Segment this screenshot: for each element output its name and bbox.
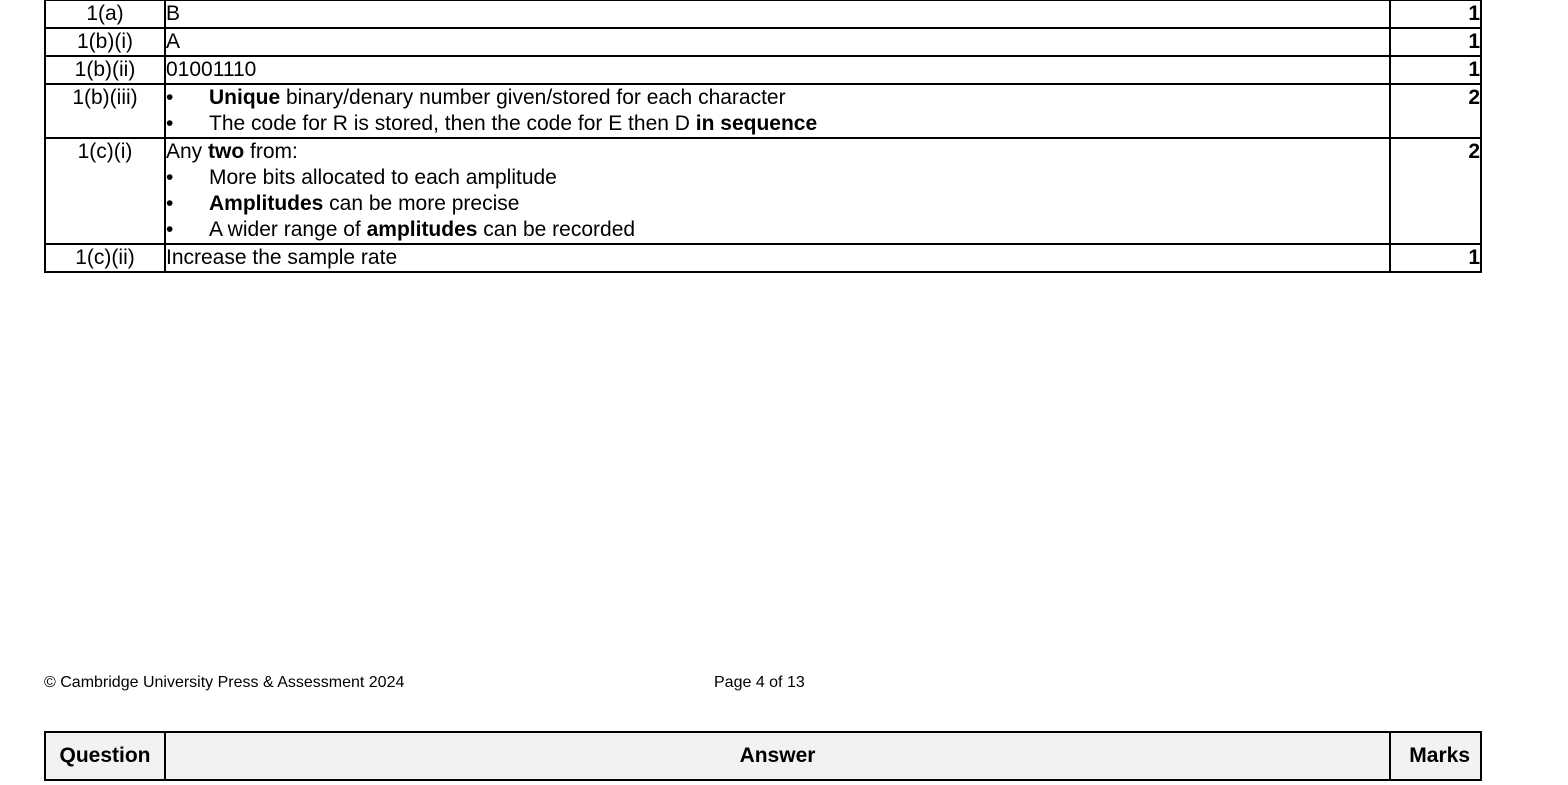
answer-cell — [165, 84, 1390, 138]
table-row — [45, 1, 1481, 29]
header-row — [45, 732, 1481, 780]
answer-cell — [165, 56, 1390, 84]
answer-text: A wider range of — [209, 218, 367, 241]
answer-text: A — [166, 30, 181, 53]
page-number: Page 4 of 13 — [714, 674, 805, 691]
answer-text: The code for R is stored, then the code for E then D — [209, 112, 696, 135]
question-column-header: Question — [45, 732, 165, 780]
table-row — [45, 56, 1481, 84]
answer-text: can be more precise — [323, 192, 520, 215]
answer-cell — [165, 138, 1390, 244]
answer-text: Any — [166, 140, 209, 163]
marks-column-header: Marks — [1390, 732, 1481, 780]
question-number: 1(a) — [45, 1, 165, 29]
next-page-table-header — [44, 731, 1482, 781]
marks-value: 2 — [1390, 138, 1481, 244]
question-number: 1(c)(i) — [45, 138, 165, 244]
table-row — [45, 138, 1481, 244]
question-number: 1(b)(i) — [45, 28, 165, 56]
answer-key-term: Unique — [209, 86, 281, 109]
answer-bullet-point — [166, 217, 1389, 243]
answer-key-term: two — [208, 140, 245, 163]
answer-line — [166, 1, 1389, 27]
answer-bullet-point — [166, 111, 1389, 137]
mark-scheme-rows — [45, 1, 1481, 273]
answer-text: from: — [244, 140, 298, 163]
answer-key-term: amplitudes — [366, 218, 478, 241]
table-row — [45, 244, 1481, 272]
answer-line — [166, 57, 1389, 83]
answer-line — [166, 29, 1389, 55]
answer-text: B — [166, 2, 181, 25]
answer-text: More bits allocated to each amplitude — [209, 166, 557, 189]
mark-scheme-table — [44, 0, 1482, 273]
answer-key-term: in sequence — [695, 112, 818, 135]
answer-line — [166, 245, 1389, 271]
marks-value: 1 — [1390, 28, 1481, 56]
answer-text: can be recorded — [477, 218, 636, 241]
table-row — [45, 28, 1481, 56]
answer-bullet-point — [166, 165, 1389, 191]
answer-text: Increase the sample rate — [166, 246, 398, 269]
question-number: 1(c)(ii) — [45, 244, 165, 272]
answer-bullet-point — [166, 85, 1389, 111]
copyright-notice: © Cambridge University Press & Assessment 2024 — [44, 674, 405, 691]
answer-cell — [165, 1, 1390, 29]
answer-key-term: Amplitudes — [209, 192, 324, 215]
answer-line — [166, 139, 1389, 165]
answer-bullet-point — [166, 191, 1389, 217]
question-number: 1(b)(iii) — [45, 84, 165, 138]
answer-cell — [165, 244, 1390, 272]
marks-value: 1 — [1390, 1, 1481, 29]
answer-column-header: Answer — [165, 732, 1390, 780]
answer-text: binary/denary number given/stored for each character — [280, 86, 786, 109]
answer-text: 01001110 — [166, 58, 257, 81]
marks-value: 2 — [1390, 84, 1481, 138]
table-row — [45, 84, 1481, 138]
marks-value: 1 — [1390, 56, 1481, 84]
marks-value: 1 — [1390, 244, 1481, 272]
question-number: 1(b)(ii) — [45, 56, 165, 84]
answer-cell — [165, 28, 1390, 56]
